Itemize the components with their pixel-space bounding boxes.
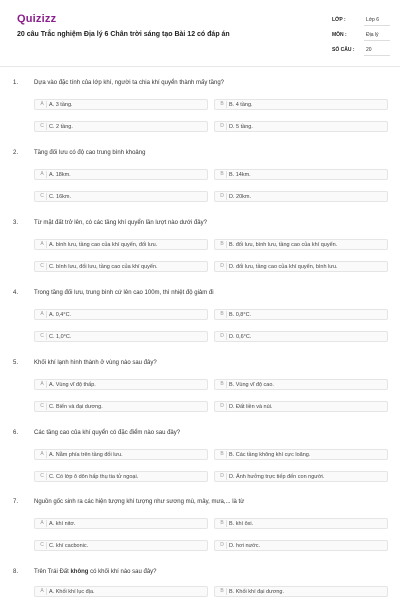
option-text: A. Nằm phía trên tầng đối lưu. — [49, 452, 123, 458]
option-letter: C — [38, 542, 47, 549]
option-letter: C — [38, 263, 47, 270]
question-text: Nguồn gốc sinh ra các hiện tượng khí tượng như sương mù, mây, mưa,... là từ — [34, 499, 245, 505]
option-text: B. Vùng vĩ độ cao. — [229, 382, 274, 388]
option-text: C. khí cacbonic. — [49, 543, 89, 549]
question-keyword: không — [70, 569, 89, 575]
question-number: 3. — [13, 220, 19, 226]
option-letter: B — [218, 381, 227, 388]
meta-label-count: SỐ CÂU : — [332, 47, 355, 53]
option-letter: A — [38, 101, 47, 108]
option-text: B. khí ôxi. — [229, 521, 254, 527]
option-b[interactable] — [214, 309, 388, 320]
option-letter: B — [218, 520, 227, 527]
option-letter: B — [218, 588, 227, 595]
meta-value-subject: Địa lý — [366, 32, 379, 38]
question-text-post: có khối khí nào sau đây? — [88, 569, 157, 575]
option-a[interactable] — [34, 99, 208, 110]
option-text: D. hơi nước. — [229, 543, 261, 549]
option-letter: D — [218, 263, 227, 270]
option-c[interactable] — [34, 261, 208, 272]
option-text: B. Các tầng không khí cực loãng. — [229, 452, 311, 458]
option-text: B. 0,8°C. — [229, 312, 252, 318]
option-d[interactable] — [214, 471, 388, 482]
question-number: 2. — [13, 150, 19, 156]
option-letter: C — [38, 403, 47, 410]
meta-label-class: LỚP : — [332, 17, 346, 23]
option-d[interactable] — [214, 121, 388, 132]
option-letter: C — [38, 193, 47, 200]
option-b[interactable] — [214, 449, 388, 460]
question-text: Tầng đối lưu có độ cao trung bình khoảng — [34, 150, 146, 156]
meta-value-class: Lớp 6 — [366, 17, 380, 23]
option-a[interactable] — [34, 449, 208, 460]
option-letter: B — [218, 451, 227, 458]
question-text: Dựa vào đặc tính của lớp khí, người ta chia khí quyển thành mấy tầng? — [34, 80, 225, 86]
question-text: Các tầng cao của khí quyển có đặc điểm nào sau đây? — [34, 430, 181, 436]
option-d[interactable] — [214, 401, 388, 412]
option-d[interactable] — [214, 191, 388, 202]
option-letter: D — [218, 473, 227, 480]
meta-underline — [364, 25, 390, 26]
question-number: 8. — [13, 569, 19, 575]
option-letter: A — [38, 451, 47, 458]
option-text: B. 4 tầng. — [229, 102, 253, 108]
option-d[interactable] — [214, 261, 388, 272]
option-text: C. 1,0°C. — [49, 334, 72, 340]
header-divider — [0, 66, 400, 67]
option-letter: A — [38, 588, 47, 595]
page-title: 20 câu Trắc nghiệm Địa lý 6 Chân trời sáng tạo Bài 12 có đáp án — [17, 31, 230, 38]
option-text: A. khí nitơ. — [49, 521, 76, 527]
option-c[interactable] — [34, 540, 208, 551]
option-text: D. 0,6°C. — [229, 334, 252, 340]
question-text: Từ mặt đất trở lên, có các tầng khí quyển lần lượt nào dưới đây? — [34, 220, 207, 226]
question-number: 5. — [13, 360, 19, 366]
option-text: D. 5 tầng. — [229, 124, 253, 130]
question-text: Khối khí lạnh hình thành ở vùng nào sau đây? — [34, 360, 157, 366]
option-letter: B — [218, 101, 227, 108]
option-text: A. 18km. — [49, 172, 71, 178]
meta-value-count: 20 — [366, 47, 372, 53]
option-letter: A — [38, 311, 47, 318]
quizizz-logo: Quizizz — [17, 13, 57, 25]
option-a[interactable] — [34, 309, 208, 320]
option-text: C. 2 tầng. — [49, 124, 73, 130]
option-text: D. 20km. — [229, 194, 252, 200]
option-text: B. 14km. — [229, 172, 251, 178]
option-a[interactable] — [34, 239, 208, 250]
option-b[interactable] — [214, 169, 388, 180]
option-c[interactable] — [34, 471, 208, 482]
option-letter: B — [218, 311, 227, 318]
option-a[interactable] — [34, 379, 208, 390]
option-d[interactable] — [214, 331, 388, 342]
option-text: D. đối lưu, tầng cao của khí quyển, bình lưu. — [229, 264, 338, 270]
worksheet-header — [0, 0, 400, 66]
question-number: 6. — [13, 430, 19, 436]
option-letter: B — [218, 241, 227, 248]
question-text-pre: Trên Trái Đất — [34, 569, 71, 575]
option-c[interactable] — [34, 191, 208, 202]
option-letter: C — [38, 333, 47, 340]
option-text: B. đối lưu, bình lưu, tầng cao của khí quyển. — [229, 242, 338, 248]
option-text: A. bình lưu, tầng cao của khí quyển, đối lưu. — [49, 242, 158, 248]
option-a[interactable] — [34, 586, 208, 597]
option-b[interactable] — [214, 99, 388, 110]
option-letter: C — [38, 123, 47, 130]
option-c[interactable] — [34, 121, 208, 132]
option-a[interactable] — [34, 169, 208, 180]
option-letter: D — [218, 123, 227, 130]
option-text: A. 0,4°C. — [49, 312, 72, 318]
meta-label-subject: MÔN : — [332, 32, 347, 38]
option-letter: A — [38, 381, 47, 388]
option-letter: D — [218, 403, 227, 410]
question-number: 7. — [13, 499, 19, 505]
option-b[interactable] — [214, 518, 388, 529]
option-letter: A — [38, 520, 47, 527]
question-text — [34, 569, 157, 575]
question-number: 1. — [13, 80, 19, 86]
option-text: B. Khối khí đại dương. — [229, 589, 284, 595]
question-text: Trong tầng đối lưu, trung bình cứ lên cao 100m, thì nhiệt độ giảm đi — [34, 290, 214, 296]
option-text: A. 3 tầng. — [49, 102, 73, 108]
question-number: 4. — [13, 290, 19, 296]
option-letter: C — [38, 473, 47, 480]
meta-underline — [364, 55, 390, 56]
option-letter: A — [38, 171, 47, 178]
option-d[interactable] — [214, 540, 388, 551]
option-b[interactable] — [214, 379, 388, 390]
option-letter: D — [218, 542, 227, 549]
option-text: C. bình lưu, đối lưu, tầng cao của khí quyển. — [49, 264, 158, 270]
option-c[interactable] — [34, 401, 208, 412]
option-text: D. Ảnh hưởng trực tiếp đến con người. — [229, 474, 325, 480]
option-text: C. Có lớp ô dôn hấp thụ tia tử ngoại. — [49, 474, 139, 480]
option-text: A. Vùng vĩ độ thấp. — [49, 382, 96, 388]
option-c[interactable] — [34, 331, 208, 342]
option-a[interactable] — [34, 518, 208, 529]
option-text: D. Đất liền và núi. — [229, 404, 273, 410]
option-b[interactable] — [214, 586, 388, 597]
meta-underline — [364, 40, 390, 41]
option-letter: B — [218, 171, 227, 178]
option-text: C. Biển và đại dương. — [49, 404, 103, 410]
option-b[interactable] — [214, 239, 388, 250]
option-text: C. 16km. — [49, 194, 72, 200]
option-letter: A — [38, 241, 47, 248]
option-text: A. Khối khí lục địa. — [49, 589, 95, 595]
option-letter: D — [218, 333, 227, 340]
option-letter: D — [218, 193, 227, 200]
